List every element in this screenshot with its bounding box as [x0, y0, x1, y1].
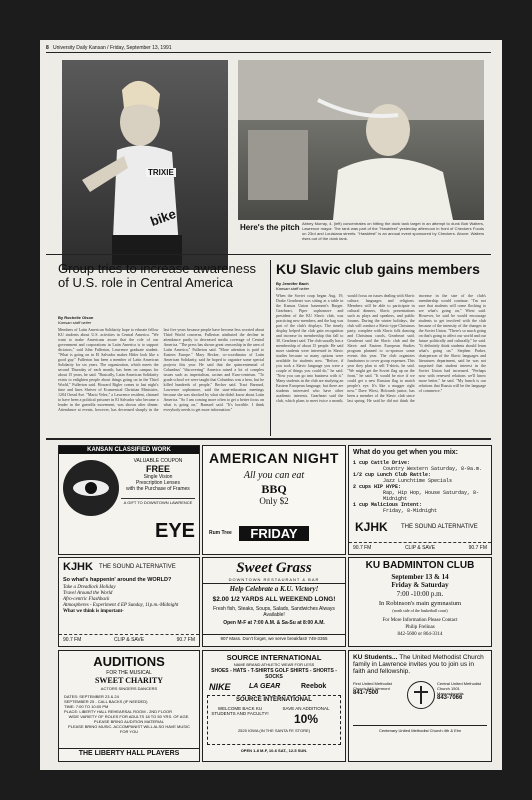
sweetgrass-sub: DOWNTOWN RESTAURANT & BAR: [203, 577, 345, 584]
auditions-callbacks: SEPTEMBER 25 - CALL BACKS (IF NEEDED): [64, 699, 148, 704]
badminton-time: 7:00 -10:00 p.m.: [396, 590, 444, 598]
kjhk-clip-save: CLIP & SAVE: [404, 545, 436, 551]
methodist-header: [353, 654, 487, 675]
badminton-title: KU BADMINTON CLUB: [365, 560, 475, 571]
cross-vertical: [420, 686, 422, 704]
church-central-phone: 843-7066: [437, 695, 463, 701]
auditions-for: FOR THE MUSICAL: [106, 670, 152, 676]
photo-caption-title: Here's the pitch: [240, 223, 300, 232]
coupon-address: 2525 IOWA (IN THE SANTA FE STORE): [237, 728, 311, 733]
badminton-contact: Philip Frelinas: [405, 625, 435, 630]
ad-sweetgrass: [202, 557, 346, 647]
photo-girl-throwing: [62, 60, 228, 270]
church-first: [353, 681, 405, 696]
auditions-title: AUDITIONS: [93, 654, 165, 669]
classified-coupon: [121, 458, 195, 492]
auditions-dates: DATES: SEPTEMBER 23 & 24: [64, 694, 119, 699]
kjhk-freq-right: 90.7 FM: [468, 545, 487, 551]
mix-item-2-desc: Jazz Lunchtime Specials: [383, 478, 453, 484]
brand-reebok: Reebok: [301, 683, 327, 690]
article-left-body: Members of Latin American Solidarity hope to educate fellow KU students about U.S. activities in Central America. "We want to make Americans aware that the role of our government and corporations in Latin America is to support dictators," said John Fullerton, Lawrence graduate student. "What is going on in El Salvador makes Hitler look like a good guy." Fullerton has been a member of Latin American Solidarity for six years. The organization, which meets the second Thursday of each month, has been on campus for about 15 years, he said. "Basically, Latin American Solidarity exists to enlighten people about things going on in the Third World," Fullerton said. Howard Rigler comes to last night's time and lines Shriver of Ecumenical Christian Ministries, 1204 Oread Ave. "Mario Velez," a Lawrence resident, claimed to have been a political prisoner in El Salvador who became a leader in the guerrilla movement, was shown after dinner. Attendance at events, however, has decreased sharply in the last five years because people have become less worried about Third World concerns. Fullerton attributed the decline in attendance partly to decreased media coverage of Central America. "The press has shown great censorship in the area of Latin America," Fullerton said. "More attention is paid to Eastern Europe." Mary Becker, co-coordinator of Latin American Solidarity, said he hoped to organize some special projects this year. He said that the quincentennial of Columbus' "discovering" America raised a lot of complex issues such as imperialism, racism and Euro-centrism. "To grade school we were taught that Columbus was a hero, but he killed hundreds of people," Becker said. Traci Barnard, Lawrence sophomore, said the start-education meetings because she was shocked by what she didn't know about Latin America. "So I am coming more often to get a better focus on what is going on," Barnard said. "It's horrible. I think everybody needs to get more information.": [58, 327, 264, 412]
article-right-body: When the Soviet coup began Aug. 19, Drake Gearheart was sitting at a table in the Kansas Union basement's Burger. Gearheart, Piper sophomore and president of the KU Slavic club, was practicing new members, and the bag was part of the club's displays. The timely display helped the club gain recognition and increase its membership this fall to 30, Gearheart said. The club usually has a membership of about 15 people. He said more students were interested in Slavic studies because so many options were available for students now. "Before, if you took a Slavic language you were a couple of things you could do," he said. "Now you can go into business with it." Many students in the club are studying an Eastern European language, but there are students interested who have other academic interests. Gearheart said the club, which plans to meet twice a month, would focus on issues dealing with Slavic culture, languages and religions. Members will be able to participate in cultural dinners, Slavic presentations such as plays and speakers, and public forums. During the winter holidays, the club will conduct a Slavic-type Christmas party, complete with Slavic folk dancing and Christmas carols, Gearheart said. Gearheart said the Slavic club and the Slavic and Eastern European Studies program planned to co-sponsor some events this year. The club organizes fundraisers to cover group expenses. This year they plan to sell T-shirts, he said. "We might get the Soviet flag up on the front," he said. "It would be nice if we could get a new Russian flag to match people's eye. It's like a mugger right now." Dave Wiest, Holcomb junior, has been a member of the Slavic club since last spring. He said he did not think the increase in the size of the club's membership would continue. "I'm not sure that students will come flocking to see what's going on," Wiest said. However, he said he would encourage students to get involved with the club because of the intensity of the changes in the Soviet Union. "There's so much going on that's going to affect our world and our future politically and culturally," he said. "It definitely think students should learn what's going on." Stephen Parker, chairperson of the Slavic languages and literatures department, said he was not surprised that student interest in the Soviet Union had increased. "Perhaps now with renewed relations we'll know more better," he said. "My hunch is our relations that Russia will be the language of commerce.": [276, 293, 486, 403]
coupon-line-frames: with the Purchase of Frames: [126, 486, 190, 492]
mix-item-3: 2 cups HIP HYPE:: [353, 484, 402, 490]
kjhk-world-closing: What we think is important-: [63, 609, 124, 614]
kjhk-world-question: So what's happenin' around the WORLD?: [63, 577, 172, 583]
source-items: SHOES - HATS - T-SHIRTS GOLF SHIRTS - SHORTS - SOCKS: [211, 668, 337, 680]
masthead: 8 University Daily Kansan / Friday, September 13, 1991: [46, 45, 172, 51]
show-atmospheres: Atmospheres - Experiment 4 EP Sunday, 11p.m.-Midnight: [63, 603, 179, 608]
american-night-title: AMERICAN NIGHT: [209, 450, 339, 466]
church-central: [437, 681, 487, 701]
ad-american-night: [202, 445, 346, 555]
mix-item-4: 1 cup Malicious Intent:: [353, 502, 423, 508]
church-central-name: Central United Methodist Church 1501 Massachusetts: [437, 681, 482, 696]
auditions-footer: THE LIBERTY HALL PLAYERS: [59, 748, 199, 757]
mix-item-2: 1/2 cup Lunch Club Rattle:: [353, 472, 432, 478]
cross-flame-icon: [407, 681, 435, 709]
article-left-byline-role: Kansan staff writer: [58, 320, 92, 325]
kjhk-world-clip-strip: [59, 634, 199, 645]
auditions-show: SWEET CHARITY: [94, 676, 164, 685]
mix-item-1: 1 cup Cattle Drive:: [353, 460, 411, 466]
coupon-percent: 10%: [293, 712, 319, 726]
auditions-place: PLACE: LIBERTY HALL REHEARSAL ROOM - 2ND FLOOR: [64, 709, 173, 714]
classified-gift: A GIFT TO DOWNTOWN LAWRENCE: [121, 498, 195, 505]
ad-methodist: [348, 650, 492, 762]
coupon-welcome: WELCOME BACK KU STUDENTS AND FACULTY!: [211, 706, 269, 716]
girl-silhouette: [62, 60, 228, 270]
mix-item-3-desc: Rap, Hip Hop, House Saturday, 8-Midnight: [383, 490, 480, 502]
sweetgrass-hours: Open M-F at 7:00 A.M. & Sa-Su at 8:00 A.M.: [223, 620, 325, 626]
photo-caption: Abbey Murray, 4, (left) concentrates on hitting the dunk tank target in an attempt to dunk Bob Walters, Lawrence mayor. The tank was part of the "Hawkfest" yesterday afternoon in front of Checkers Foods on 23rd and Louisiana streets. "Hawkfest" is an annual event sponsored by Checkers. Above: Walters rises out of the dunk tank.: [302, 221, 484, 241]
masthead-day: Friday: [109, 45, 124, 51]
coupon-line-lenses: Prescription Lenses: [136, 480, 180, 486]
photo-dunk-tank: [238, 60, 484, 220]
photo-rule: [46, 254, 491, 255]
american-night-price: Only $2: [259, 496, 289, 506]
shirt-word-trixie: TRIXIE: [148, 168, 174, 177]
american-night-day: FRIDAY: [239, 526, 309, 541]
auditions-roles: WIDE VARIETY OF ROLES FOR ADULTS 18 TO 50 YRS. OF AGE. PLEASE BRING AUDITION MATERIAL: [68, 714, 190, 724]
classified-header: KANSAN CLASSIFIED WORK: [59, 446, 199, 454]
church-first-phone: 841-7500: [353, 690, 379, 696]
article-right-headline: KU Slavic club gains members: [276, 261, 480, 277]
auditions-time: TIME: 7:00 TO 10:00 PM: [64, 704, 109, 709]
methodist-title: KU Students...: [353, 654, 398, 661]
rum-tree-logo: Rum Tree: [209, 530, 232, 536]
badminton-note: (north side of the basketball court): [392, 608, 448, 613]
coupon-free: FREE: [145, 464, 170, 474]
kjhk-clip-strip: [349, 542, 491, 553]
badminton-days: Friday & Saturday: [391, 581, 449, 589]
kjhk-world-logo: KJHK: [63, 561, 93, 573]
eye-pupil: [85, 482, 97, 494]
show-travel: Travel Around the World: [63, 591, 113, 596]
sweetgrass-footer: 907 Mass. Don't forget, we serve breakfast! 749-3355: [203, 634, 345, 641]
american-night-bbq: BBQ: [261, 482, 287, 496]
ad-auditions: [58, 650, 200, 762]
church-centenary: Centenary United Methodist Church 4th & Elm: [353, 725, 487, 733]
cross-horizontal: [414, 691, 428, 693]
kjhk-tagline: THE SOUND ALTERNATIVE: [401, 524, 478, 530]
ad-kjhk-world: [58, 557, 200, 647]
sweetgrass-headline: Help Celebrate a K.U. Victory!: [229, 585, 319, 593]
source-sub: NAME BRAND ATHLETIC WEAR FOR LESS: [233, 662, 315, 667]
sweetgrass-name: Sweet Grass: [236, 560, 312, 576]
church-first-name: First United Methodist Church 946 Vermont: [353, 681, 392, 691]
dunk-tank-scene: [238, 60, 484, 220]
show-afrocentric: Afro-centric Flashback: [63, 597, 110, 602]
show-dreadlock: Take a Dreadlock Holiday: [63, 585, 116, 590]
coupon-title: SOURCE INTERNATIONAL: [236, 697, 312, 703]
eye-graphic: [63, 460, 119, 516]
ad-badminton: [348, 557, 492, 647]
source-hours: OPEN 1-8 M-F, 10-6 SAT., 12-5 SUN.: [240, 748, 308, 753]
ads-rule: [46, 438, 491, 440]
masthead-rule: [46, 52, 491, 53]
mix-item-1-desc: Country Western Saturday, 8-9a.m.: [383, 466, 483, 472]
kjhk-mix-list: [353, 460, 487, 514]
methodist-body: The United Methodist Church family in Lawrence invites you to join us in faith and fellowship.: [353, 654, 484, 675]
mix-item-4-desc: Friday, 8-Midnight: [383, 508, 438, 514]
american-night-line1: All you can eat: [243, 470, 305, 481]
kjhk-world-freq-left: 90.7 FM: [63, 637, 82, 643]
sweetgrass-deal: $2.00 1/2 YARDS ALL WEEKEND LONG!: [212, 596, 336, 603]
coupon-label: VALUABLE COUPON: [133, 458, 183, 464]
column-divider: [270, 260, 271, 436]
badminton-phone: 842-5600 or 864-3314: [397, 632, 443, 637]
page-number: 8: [46, 45, 49, 51]
source-title: SOURCE INTERNATIONAL: [226, 653, 322, 662]
ad-kjhk-mix: [348, 445, 492, 555]
kjhk-logo: KJHK: [355, 520, 388, 534]
auditions-singers: ACTORS SINGERS DANCERS: [100, 686, 158, 691]
article-left-headline: Group tries to increase awareness of U.S. role in Central America: [58, 261, 256, 290]
brand-lagear: LA GEAR: [249, 683, 281, 690]
brand-nike: NIKE: [209, 682, 231, 692]
shirt-word-bike: bike: [148, 206, 178, 229]
article-left-byline: By Rochelle Olson: [58, 315, 94, 320]
kjhk-world-tagline: THE SOUND ALTERNATIVE: [99, 564, 176, 570]
kjhk-freq-left: 90.7 FM: [353, 545, 372, 551]
coupon-line-single: Single Vision: [143, 474, 173, 480]
kjhk-world-shows: [63, 585, 195, 615]
source-coupon: [207, 695, 341, 745]
newspaper-page: [40, 40, 502, 770]
badminton-place: In Robinson's main gymnasium: [378, 600, 462, 607]
sweetgrass-food: Fresh fish, Steaks, Soups, Salads, Sandwiches Always Available!: [213, 606, 335, 618]
paper-name: University Daily Kansan: [52, 45, 106, 51]
badminton-dates: September 13 & 14: [391, 573, 449, 581]
kjhk-world-clip-save: CLIP & SAVE: [113, 637, 145, 643]
coupon-save: SAVE AN ADDITIONAL: [282, 706, 330, 711]
auditions-details: [64, 694, 194, 734]
badminton-info: For More Information Please Contact: [382, 618, 458, 623]
kjhk-mix-question: What do you get when you mix:: [353, 449, 458, 456]
article-right-byline-role: Kansan staff writer: [276, 286, 310, 291]
ad-source-international: [202, 650, 346, 762]
ad-classified-eye: [58, 445, 200, 555]
masthead-date: September 13, 1991: [126, 45, 172, 51]
article-right-byline: By Jennifer Bach: [276, 281, 309, 286]
auditions-music: PLEASE BRING MUSIC. ACCOMPANIST WILL ALSO HAVE MUSIC FOR YOU: [68, 724, 190, 734]
kjhk-world-freq-right: 90.7 FM: [176, 637, 195, 643]
classified-eye-word: EYE: [155, 520, 196, 542]
